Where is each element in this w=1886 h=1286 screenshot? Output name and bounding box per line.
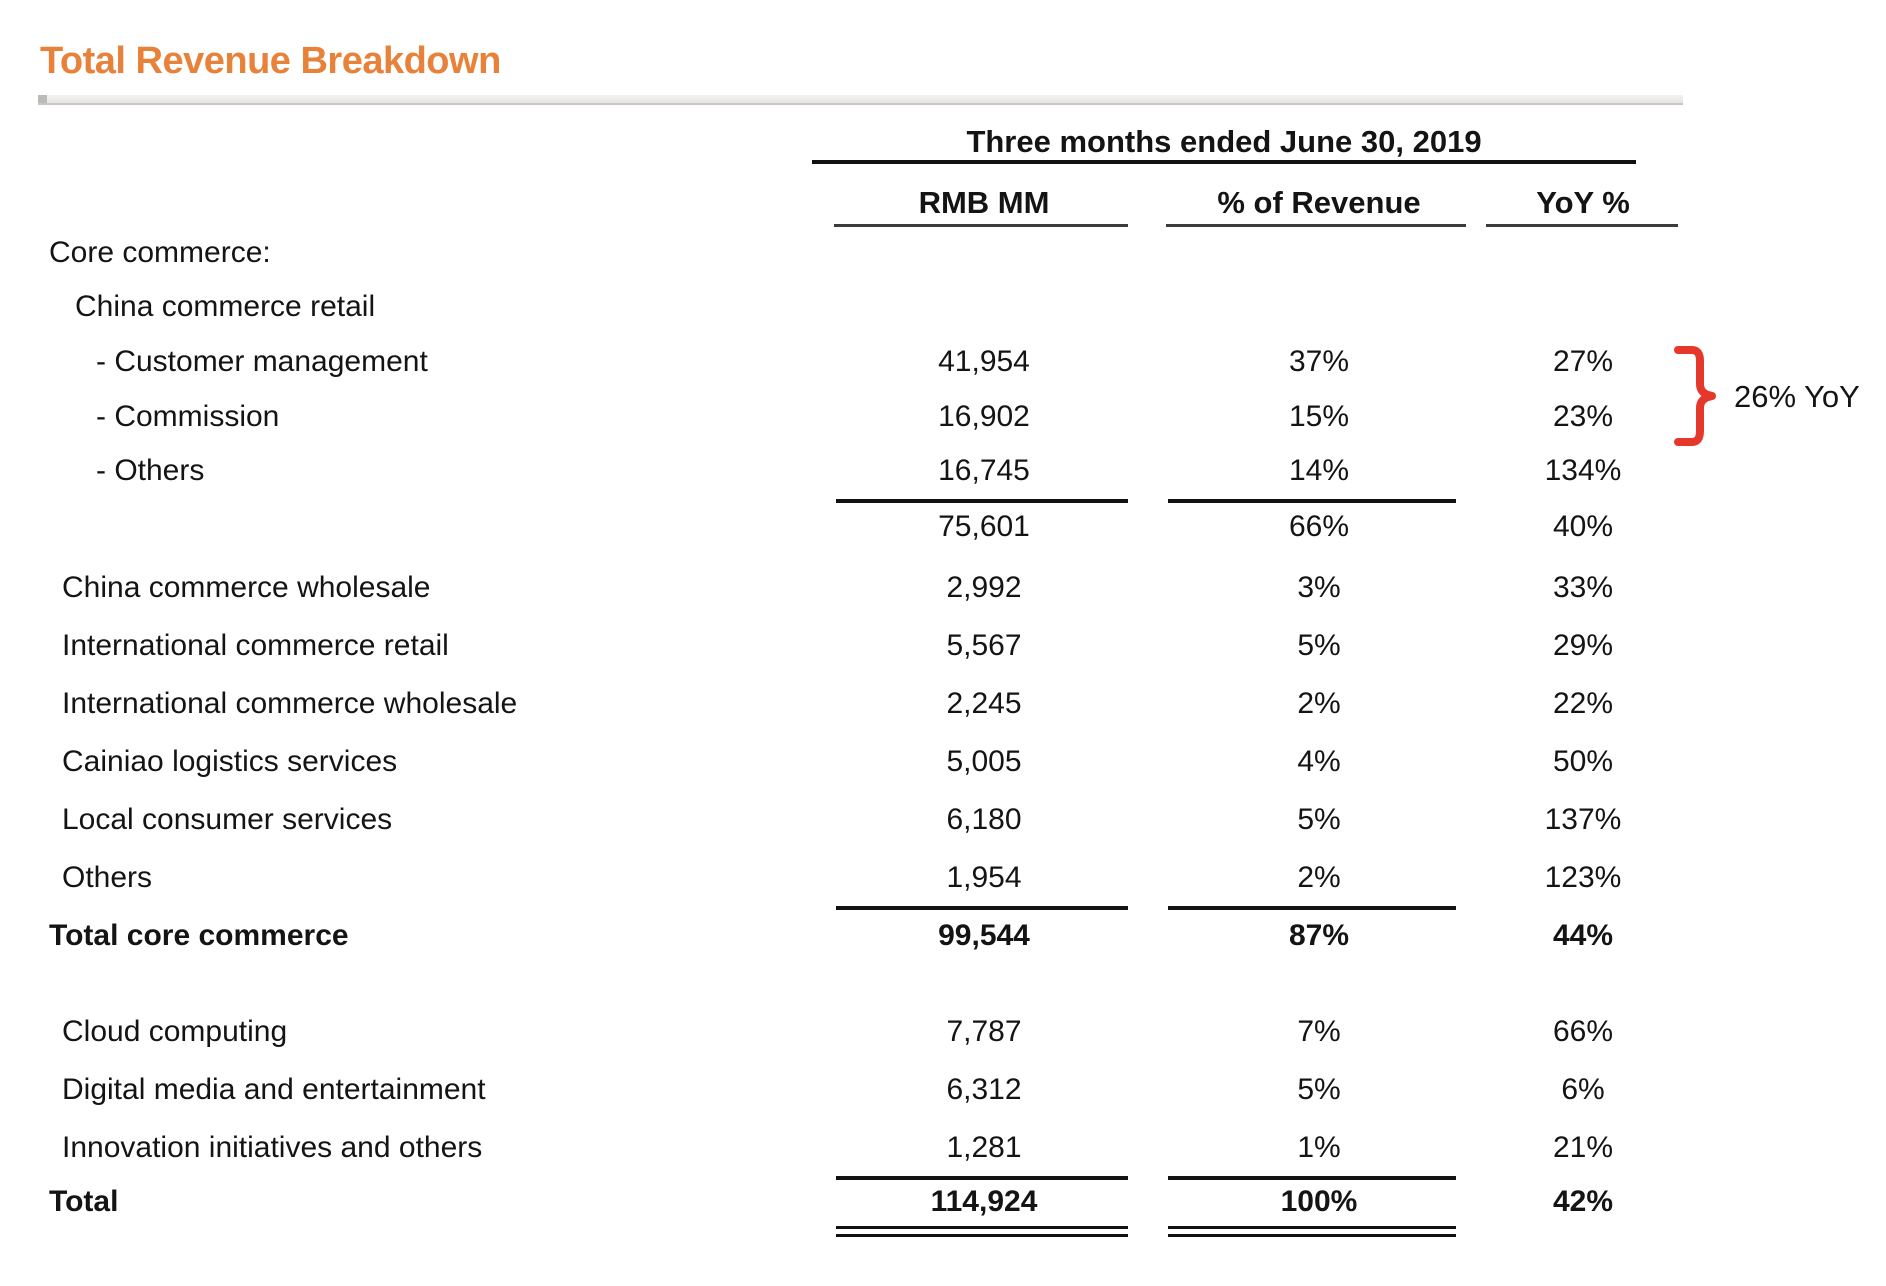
column-rule <box>1168 906 1456 910</box>
cell-yoy: 123% <box>1544 861 1622 894</box>
cell-rmb: 6,312 <box>946 1073 1022 1106</box>
cell-pct: 14% <box>1288 454 1350 487</box>
cell-rmb: 5,567 <box>946 629 1022 662</box>
period-header: Three months ended June 30, 2019 <box>812 122 1636 164</box>
cell-rmb: 2,245 <box>946 687 1022 720</box>
row-label: China commerce retail <box>75 290 376 323</box>
row-label: China commerce wholesale <box>62 571 431 604</box>
cell-rmb: 75,601 <box>938 510 1030 543</box>
cell-pct: 5% <box>1297 803 1341 836</box>
column-rule <box>836 1226 1128 1229</box>
cell-yoy: 6% <box>1561 1073 1605 1106</box>
cell-rmb: 41,954 <box>938 345 1030 378</box>
row-label: Core commerce: <box>49 236 271 269</box>
page-title: Total Revenue Breakdown <box>40 40 501 82</box>
cell-pct: 37% <box>1288 345 1350 378</box>
row-label: International commerce retail <box>62 629 449 662</box>
cell-yoy: 42% <box>1552 1185 1614 1218</box>
cell-yoy: 23% <box>1552 400 1614 433</box>
cell-rmb: 99,544 <box>938 919 1030 952</box>
column-header-underline <box>834 224 1128 227</box>
title-divider <box>38 95 1683 105</box>
column-rule <box>836 1176 1128 1180</box>
cell-yoy: 21% <box>1552 1131 1614 1164</box>
cell-pct: 5% <box>1297 629 1341 662</box>
column-rule <box>1168 1234 1456 1237</box>
cell-pct: 2% <box>1297 687 1341 720</box>
cell-yoy: 44% <box>1552 919 1614 952</box>
row-label: Innovation initiatives and others <box>62 1131 483 1164</box>
cell-yoy: 50% <box>1552 745 1614 778</box>
right-curly-brace-icon <box>1670 344 1718 448</box>
cell-pct: 1% <box>1297 1131 1341 1164</box>
row-label: - Commission <box>96 400 280 433</box>
cell-rmb: 6,180 <box>946 803 1022 836</box>
column-header-pct-of-revenue: % of Revenue <box>1217 185 1421 220</box>
cell-pct: 5% <box>1297 1073 1341 1106</box>
cell-rmb: 16,902 <box>938 400 1030 433</box>
cell-rmb: 2,992 <box>946 571 1022 604</box>
row-label: Total <box>49 1185 119 1218</box>
cell-yoy: 40% <box>1552 510 1614 543</box>
cell-yoy: 22% <box>1552 687 1614 720</box>
cell-rmb: 16,745 <box>938 454 1030 487</box>
column-header-underline <box>1486 224 1678 227</box>
cell-pct: 4% <box>1297 745 1341 778</box>
cell-pct: 66% <box>1288 510 1350 543</box>
column-rule <box>836 1234 1128 1237</box>
row-label: Cainiao logistics services <box>62 745 398 778</box>
column-rule <box>1168 1226 1456 1229</box>
cell-rmb: 5,005 <box>946 745 1022 778</box>
column-header-yoy: YoY % <box>1536 185 1630 220</box>
cell-yoy: 137% <box>1544 803 1622 836</box>
cell-rmb: 1,954 <box>946 861 1022 894</box>
cell-rmb: 7,787 <box>946 1015 1022 1048</box>
row-label: - Others <box>96 454 205 487</box>
column-header-underline <box>1166 224 1466 227</box>
row-label: Digital media and entertainment <box>62 1073 486 1106</box>
row-label: Others <box>62 861 153 894</box>
cell-yoy: 134% <box>1544 454 1622 487</box>
row-label: - Customer management <box>96 345 428 378</box>
yoy-annotation-label: 26% YoY <box>1734 379 1860 414</box>
column-rule <box>836 499 1128 503</box>
column-header-rmb-mm: RMB MM <box>918 185 1050 220</box>
row-label: Cloud computing <box>62 1015 288 1048</box>
cell-pct: 15% <box>1288 400 1350 433</box>
cell-pct: 7% <box>1297 1015 1341 1048</box>
cell-yoy: 66% <box>1552 1015 1614 1048</box>
cell-rmb: 1,281 <box>946 1131 1022 1164</box>
cell-pct: 87% <box>1288 919 1350 952</box>
cell-pct: 2% <box>1297 861 1341 894</box>
cell-yoy: 27% <box>1552 345 1614 378</box>
column-rule <box>1168 1176 1456 1180</box>
cell-pct: 100% <box>1280 1185 1358 1218</box>
column-rule <box>836 906 1128 910</box>
row-label: Total core commerce <box>49 919 349 952</box>
column-rule <box>1168 499 1456 503</box>
cell-yoy: 33% <box>1552 571 1614 604</box>
brace-path <box>1678 350 1712 442</box>
cell-rmb: 114,924 <box>930 1185 1038 1218</box>
cell-yoy: 29% <box>1552 629 1614 662</box>
row-label: International commerce wholesale <box>62 687 518 720</box>
row-label: Local consumer services <box>62 803 393 836</box>
cell-pct: 3% <box>1297 571 1341 604</box>
